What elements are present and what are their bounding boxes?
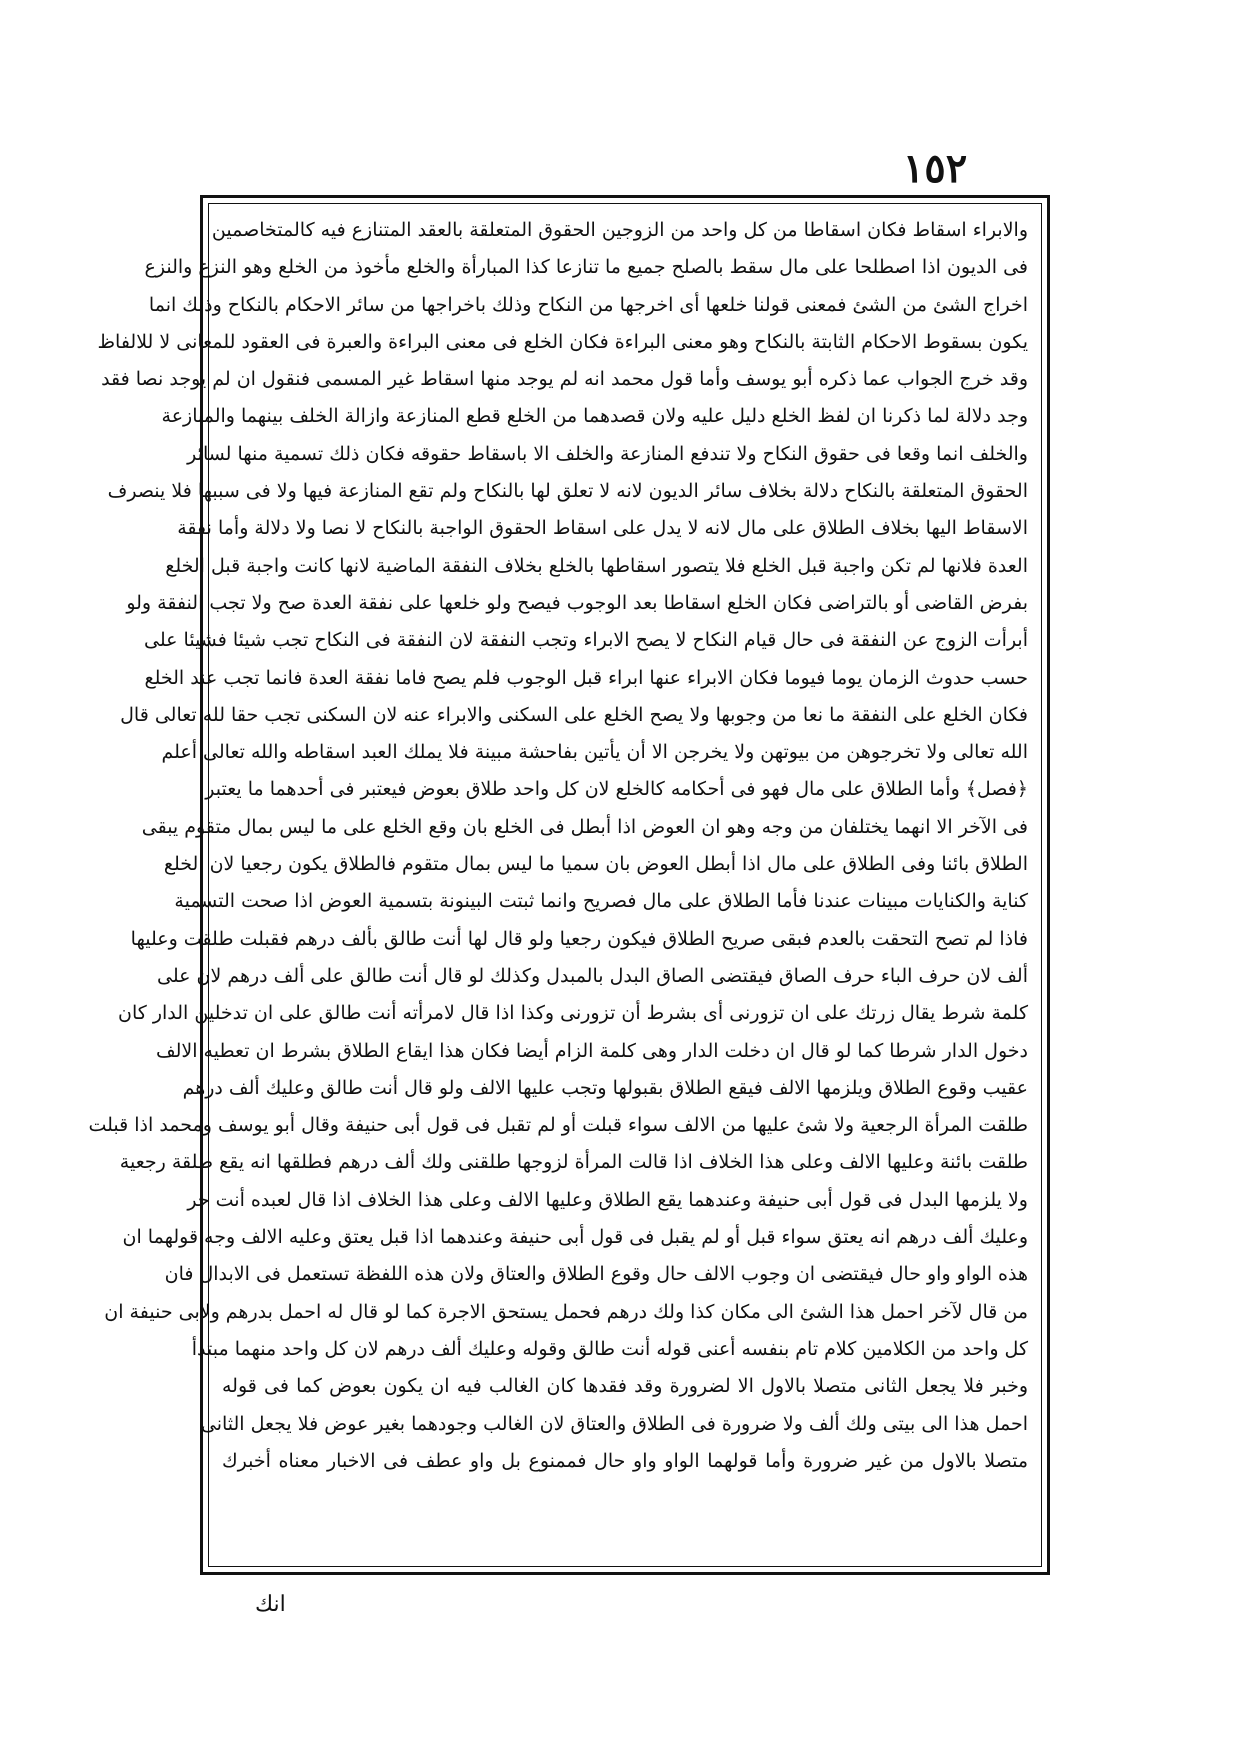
text-line: فى الديون اذا اصطلحا على مال سقط بالصلح جميع ما تنازعا كذا المبارأة والخلع مأخوذ من الخلع وهو النزع والنزع [144, 256, 1028, 279]
text-line: متصلا بالاول من غير ضرورة وأما قولهما الواو واو حال فممنوع بل واو عطف فى الاخبار معناه أخبرك [222, 1449, 1028, 1472]
text-line: الطلاق بائنا وفى الطلاق على مال اذا أبطل العوض بان سميا ما ليس بمال متقوم فالطلاق يكون رجعيا لان الخلع [163, 853, 1028, 876]
text-line: والابراء اسقاط فكان اسقاطا من كل واحد من الزوجين الحقوق المتعلقة بالعقد المتنازع فيه كالمتخاصمين [211, 219, 1028, 241]
text-line: وقد خرج الجواب عما ذكره أبو يوسف وأما قول محمد انه لم يوجد منها اسقاط غير المسمى فنقول ان لم يوجد نصا فقد [101, 368, 1028, 391]
text-line: الاسقاط اليها بخلاف الطلاق على مال لانه لا يدل على اسقاط الحقوق الواجبة بالنكاح لا نصا ولا دلالة وأما نفقة [177, 517, 1028, 540]
main-text [88, 212, 1028, 1562]
text-line: وعليك ألف درهم انه يعتق سواء قبل أو لم يقبل فى قول أبى حنيفة وعندهما اذا قبل يعتق وعليه الالف وجه قولهما ان [122, 1226, 1028, 1249]
text-line: يكون بسقوط الاحكام الثابتة بالنكاح وهو معنى البراءة فكان الخلع فى معنى البراءة والعبرة فى العقود للمعانى لا للالفاظ [97, 330, 1028, 353]
text-line: من قال لآخر احمل هذا الشئ الى مكان كذا ولك درهم فحمل يستحق الاجرة كما لو قال له احمل بدرهم ولابى حنيفة ان [104, 1300, 1028, 1323]
text-line: كلمة شرط يقال زرتك على ان تزورنى أى بشرط أن تزورنى وكذا اذا قال لامرأته أنت طالق على ان تدخلين الدار كان [118, 1002, 1028, 1025]
text-line: ألف لان حرف الباء حرف الصاق فيقتضى الصاق البدل بالمبدل وكذلك لو قال أنت طالق على ألف درهم لان على [156, 964, 1028, 987]
text-line: فكان الخلع على النفقة ما نعا من وجوبها ولا يصح الخلع على السكنى والابراء عنه لان السكنى تجب حقا لله تعالى قال [120, 703, 1028, 726]
text-line: والخلف انما وقعا فى حقوق النكاح ولا تندفع المنازعة والخلف الا باسقاط حقوقه فكان ذلك تسمية منها لسائر [187, 442, 1028, 465]
text-line: حسب حدوث الزمان يوما فيوما فكان الابراء عنها ابراء قبل الوجوب فلم يصح فاما نفقة العدة فانما تجب عند الخلع [144, 666, 1028, 689]
text-line: العدة فلانها لم تكن واجبة قبل الخلع فلا يتصور اسقاطها بالخلع بخلاف النفقة الماضية لانها كانت واجبة قبل الخلع [165, 554, 1028, 577]
text-line: كناية والكنايات مبينات عندنا فأما الطلاق على مال فصريح وانما ثبتت البينونة بتسمية العوض اذا صحت التسمية [174, 890, 1028, 913]
section-heading-line: ﴿فصل﴾ وأما الطلاق على مال فهو فى أحكامه كالخلع لان كل واحد طلاق بعوض فيعتبر فى أحدهما ما يعتبر [205, 778, 1028, 801]
text-line: وخبر فلا يجعل الثانى متصلا بالاول الا لضرورة وقد فقدها كان الغالب فيه ان يكون بعوض كما فى قوله [222, 1375, 1028, 1398]
text-line: احمل هذا الى بيتى ولك ألف ولا ضرورة فى الطلاق والعتاق لان الغالب وجودهما بغير عوض فلا يجعل الثانى [200, 1412, 1028, 1435]
catchword: انك [255, 1592, 286, 1617]
text-line: الله تعالى ولا تخرجوهن من بيوتهن ولا يخرجن الا أن يأتين بفاحشة مبينة فلا يملك العبد اسقاطه والله تعالى أعلم [161, 741, 1028, 764]
text-line: دخول الدار شرطا كما لو قال ان دخلت الدار وهى كلمة الزام أيضا فكان هذا ايقاع الطلاق بشرط ان تعطيه الالف [155, 1039, 1028, 1062]
text-line: فاذا لم تصح التحقت بالعدم فبقى صريح الطلاق فيكون رجعيا ولو قال لها أنت طالق بألف درهم فقبلت طلقت وعليها [130, 927, 1028, 950]
text-line: الحقوق المتعلقة بالنكاح دلالة بخلاف سائر الديون لانه لا تعلق لها بالنكاح ولم تقع المنازعة فيها ولا فى سببها فلا ينصرف [107, 480, 1028, 503]
text-line: عقيب وقوع الطلاق ويلزمها الالف فيقع الطلاق بقبولها وتجب عليها الالف ولو قال أنت طالق وعليك ألف درهم [182, 1076, 1028, 1099]
text-line: طلقت المرأة الرجعية ولا شئ عليها من الالف سواء قبلت أو لم تقبل فى قول أبى حنيفة وقال أبو يوسف ومحمد اذا قبلت [88, 1114, 1028, 1137]
text-line: أبرأت الزوج عن النفقة فى حال قيام النكاح لا يصح الابراء وتجب النفقة لان النفقة فى النكاح تجب شيئا فشيئا على [144, 629, 1028, 652]
text-line: اخراج الشئ من الشئ فمعنى قولنا خلعها أى اخرجها من النكاح وذلك باخراجها من سائر الاحكام بالنكاح وذلك انما [148, 293, 1028, 316]
text-line: بفرض القاضى أو بالتراضى فكان الخلع اسقاطا بعد الوجوب فيصح ولو خلعها على نفقة العدة صح ولا تجب النفقة ولو [126, 591, 1028, 614]
text-line: فى الآخر الا انهما يختلفان من وجه وهو ان العوض اذا أبطل فى الخلع بان وقع الخلع على ما ليس بمال متقوم يبقى [141, 815, 1028, 838]
page-number: ١٥٢ [902, 145, 968, 192]
text-line: ولا يلزمها البدل فى قول أبى حنيفة وعندهما يقع الطلاق وعليها الالف وعلى هذا الخلاف اذا قال لعبده أنت حر [187, 1188, 1028, 1211]
text-line: هذه الواو واو حال فيقتضى ان وجوب الالف حال وقوع الطلاق والعتاق ولان هذه اللفظة تستعمل فى الابدال فان [164, 1263, 1028, 1286]
text-line: وجد دلالة لما ذكرنا ان لفظ الخلع دليل عليه ولان قصدهما من الخلع قطع المنازعة وازالة الخلف بينهما والمنازعة [161, 405, 1028, 428]
text-line: كل واحد من الكلامين كلام تام بنفسه أعنى قوله أنت طالق وقوله وعليك ألف درهم لان كل واحد منهما مبتدأ [191, 1337, 1028, 1360]
text-line: طلقت بائنة وعليها الالف وعلى هذا الخلاف اذا قالت المرأة لزوجها طلقنى ولك ألف درهم فطلقها انه يقع طلقة رجعية [119, 1151, 1028, 1174]
